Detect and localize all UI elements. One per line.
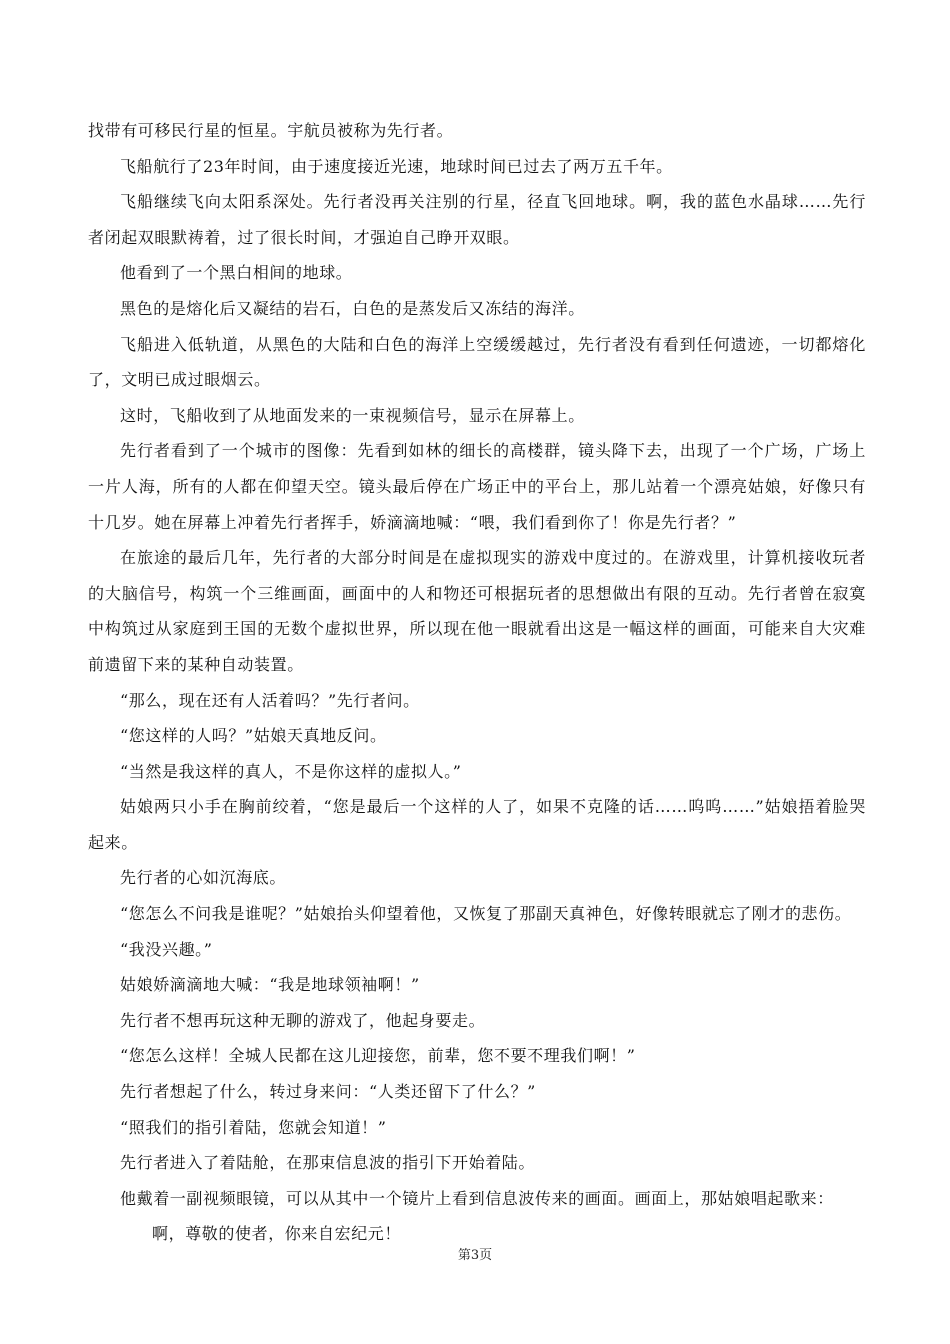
paragraph: 先行者的心如沉海底。 <box>120 868 287 888</box>
paragraph: “当然是我这样的真人，不是你这样的虚拟人。” <box>120 761 462 781</box>
paragraph: 这时，飞船收到了从地面发来的一束视频信号，显示在屏幕上。 <box>120 405 585 425</box>
paragraph: 飞船航行了23年时间，由于速度接近光速，地球时间已过去了两万五千年。 <box>120 156 673 176</box>
paragraph: 姑娘娇滴滴地大喊：“我是地球领袖啊！” <box>120 975 420 995</box>
paragraph: “那么，现在还有人活着吗？”先行者问。 <box>120 690 420 710</box>
paragraph: “我没兴趣。” <box>120 939 213 959</box>
paragraph: 他戴着一副视频眼镜，可以从其中一个镜片上看到信息波传来的画面。画面上，那姑娘唱起歌来： <box>120 1188 834 1208</box>
paragraph: 黑色的是熔化后又凝结的岩石，白色的是蒸发后又冻结的海洋。 <box>120 298 585 318</box>
paragraph: 先行者进入了着陆舱，在那束信息波的指引下开始着陆。 <box>120 1153 536 1173</box>
paragraph: 飞船继续飞向太阳系深处。先行者没再关注别的行星，径直飞回地球。啊，我的蓝色水晶球……先行者闭起双眼默祷着，过了很长时间，才强迫自己睁开双眼。 <box>88 192 866 247</box>
paragraph: 姑娘两只小手在胸前绞着，“您是最后一个这样的人了，如果不克隆的话……呜呜……”姑娘捂着脸哭起来。 <box>88 797 866 852</box>
poem-line: 啊，尊敬的使者，你来自宏纪元！ <box>152 1224 402 1244</box>
document-body <box>88 113 866 1252</box>
paragraph: “您这样的人吗？”姑娘天真地反问。 <box>120 726 387 746</box>
paragraph: 先行者不想再玩这种无聊的游戏了，他起身要走。 <box>120 1010 486 1030</box>
paragraph: “照我们的指引着陆，您就会知道！” <box>120 1117 387 1137</box>
paragraph: 飞船进入低轨道，从黑色的大陆和白色的海洋上空缓缓越过，先行者没有看到任何遗迹，一切都熔化了，文明已成过眼烟云。 <box>88 334 866 390</box>
paragraph: “您怎么这样！全城人民都在这儿迎接您，前辈，您不要不理我们啊！” <box>120 1046 636 1066</box>
paragraph: 在旅途的最后几年，先行者的大部分时间是在虚拟现实的游戏中度过的。在游戏里，计算机接收玩者的大脑信号，构筑一个三维画面，画面中的人和物还可根据玩者的思想做出有限的互动。先行者曾在寂寞中构筑过从家庭到王国的无数个虚拟世界，所以现在他一眼就看出这是一幅这样的画面，可能来自大灾难前遗留下来的某种自动装置。 <box>88 548 866 674</box>
page-number: 第3页 <box>457 1248 493 1263</box>
paragraph: 他看到了一个黑白相间的地球。 <box>120 263 353 283</box>
paragraph: 先行者想起了什么，转过身来问：“人类还留下了什么？” <box>120 1082 536 1102</box>
paragraph: “您怎么不问我是谁呢？”姑娘抬头仰望着他，又恢复了那副天真神色，好像转眼就忘了刚才的悲伤。 <box>120 904 852 924</box>
paragraph: 找带有可移民行星的恒星。宇航员被称为先行者。 <box>88 121 454 140</box>
paragraph: 先行者看到了一个城市的图像：先看到如林的细长的高楼群，镜头降下去，出现了一个广场，广场上一片人海，所有的人都在仰望天空。镜头最后停在广场正中的平台上，那儿站着一个漂亮姑娘，好像只有十几岁。她在屏幕上冲着先行者挥手，娇滴滴地喊：“喂，我们看到你了！你是先行者？” <box>88 441 866 532</box>
